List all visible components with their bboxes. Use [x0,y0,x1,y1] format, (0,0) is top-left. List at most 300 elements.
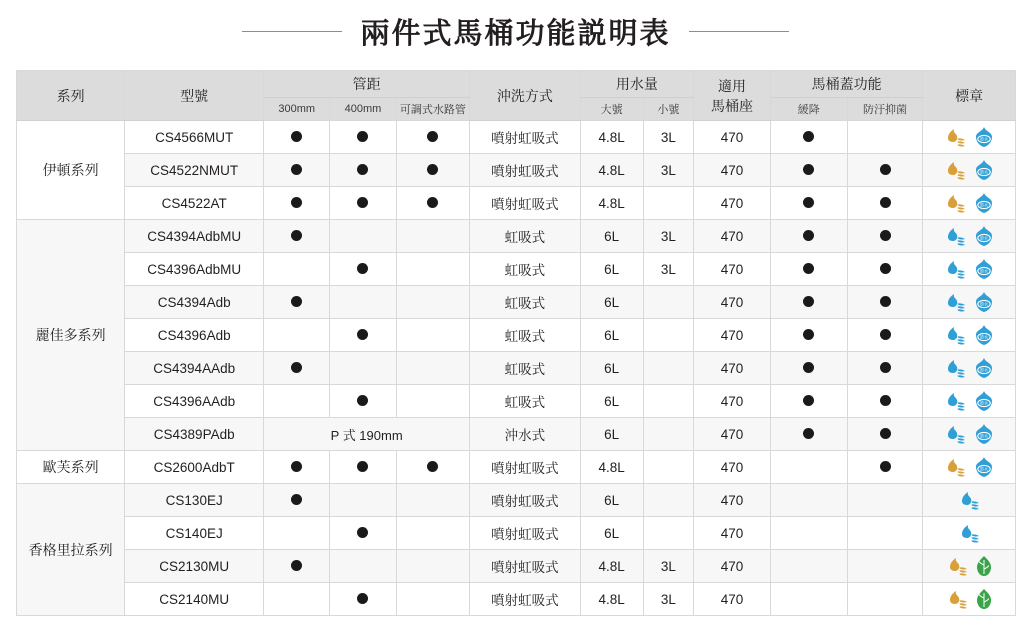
marks-cell [923,583,1016,616]
pipe-300-cell [264,451,330,484]
svg-text:節水: 節水 [979,334,988,340]
header-flush-type: 沖洗方式 [470,71,580,121]
table-row [17,220,1016,253]
water-small-cell [643,517,693,550]
series-cell: 香格里拉系列 [17,484,125,616]
water-saving-gold-icon [946,556,968,576]
water-large-cell: 6L [580,385,643,418]
marks-cell [923,385,1016,418]
water-saving-blue-icon [944,391,966,411]
pipe-400-cell [330,517,396,550]
filled-dot-icon [291,296,302,307]
flush-type-cell: 噴射虹吸式 [470,187,580,220]
marks-cell [923,253,1016,286]
table-row [17,352,1016,385]
badge-group [923,154,1015,186]
seat-applicable-cell: 470 [694,550,771,583]
seat-applicable-cell: 470 [694,385,771,418]
header-row-primary [17,71,1016,98]
header-pipe-400: 400mm [330,98,396,121]
filled-dot-icon [291,164,302,175]
water-large-cell: 6L [580,484,643,517]
filled-dot-icon [291,494,302,505]
pipe-400-cell [330,319,396,352]
header-series: 系列 [17,71,125,121]
svg-text:節水: 節水 [979,235,988,241]
water-large-cell: 6L [580,253,643,286]
svg-text:節水: 節水 [979,466,988,472]
green-mark-green-icon [975,588,993,610]
table-row [17,583,1016,616]
pipe-400-cell [330,154,396,187]
seat-applicable-cell: 470 [694,253,771,286]
flush-type-cell: 虹吸式 [470,286,580,319]
table-row [17,154,1016,187]
lid-antibacterial-cell [847,253,923,286]
filled-dot-icon [803,131,814,142]
flush-type-cell: 沖水式 [470,418,580,451]
green-building-blue-icon [973,357,995,379]
water-large-cell: 6L [580,352,643,385]
title-rule-left [242,31,342,32]
pipe-400-cell [330,253,396,286]
water-saving-blue-icon [944,325,966,345]
green-building-blue-icon [973,192,995,214]
seat-applicable-cell: 470 [694,583,771,616]
flush-type-cell: 虹吸式 [470,385,580,418]
lid-antibacterial-cell [847,220,923,253]
header-pipe-distance: 管距 [264,71,470,98]
lid-antibacterial-cell [847,451,923,484]
badge-group [923,319,1015,351]
water-saving-blue-icon [944,226,966,246]
title-rule-right [689,31,789,32]
filled-dot-icon [357,164,368,175]
filled-dot-icon [880,329,891,340]
water-saving-blue-icon [944,424,966,444]
pipe-adjustable-cell [396,385,470,418]
flush-type-cell: 噴射虹吸式 [470,583,580,616]
water-small-cell [643,385,693,418]
green-building-blue-icon [973,390,995,412]
lid-soft-close-cell [770,154,847,187]
water-large-cell: 4.8L [580,121,643,154]
table-row [17,385,1016,418]
table-row [17,550,1016,583]
water-large-cell: 4.8L [580,583,643,616]
filled-dot-icon [880,461,891,472]
pipe-400-cell [330,451,396,484]
badge-group [923,484,1015,516]
page-title: 兩件式馬桶功能説明表 [360,15,671,50]
green-building-blue-icon [973,291,995,313]
flush-type-cell: 噴射虹吸式 [470,121,580,154]
table-row [17,187,1016,220]
model-cell: CS4394AdbMU [125,220,264,253]
marks-cell [923,550,1016,583]
filled-dot-icon [291,230,302,241]
lid-soft-close-cell [770,484,847,517]
header-lid-soft-close: 緩降 [770,98,847,121]
model-cell: CS2600AdbT [125,451,264,484]
pipe-300-cell [264,154,330,187]
water-saving-blue-icon [944,259,966,279]
green-building-blue-icon [973,159,995,181]
header-seat-line2: 馬桶座 [711,97,754,114]
green-mark-green-icon [975,555,993,577]
water-large-cell: 6L [580,220,643,253]
pipe-adjustable-cell [396,319,470,352]
header-lid-function: 馬桶蓋功能 [770,71,922,98]
filled-dot-icon [803,362,814,373]
pipe-adjustable-cell [396,121,470,154]
flush-type-cell: 噴射虹吸式 [470,517,580,550]
marks-cell [923,418,1016,451]
pipe-adjustable-cell [396,253,470,286]
filled-dot-icon [880,362,891,373]
badge-group [923,385,1015,417]
filled-dot-icon [427,131,438,142]
svg-text:節水: 節水 [979,169,988,175]
lid-soft-close-cell [770,451,847,484]
flush-type-cell: 噴射虹吸式 [470,484,580,517]
water-large-cell: 4.8L [580,154,643,187]
flush-type-cell: 虹吸式 [470,220,580,253]
model-cell: CS4389PAdb [125,418,264,451]
table-row [17,484,1016,517]
water-large-cell: 6L [580,517,643,550]
water-large-cell: 4.8L [580,187,643,220]
header-lid-antibacterial: 防汙抑菌 [847,98,923,121]
filled-dot-icon [880,428,891,439]
filled-dot-icon [803,230,814,241]
flush-type-cell: 虹吸式 [470,253,580,286]
lid-antibacterial-cell [847,550,923,583]
water-small-cell [643,451,693,484]
marks-cell [923,352,1016,385]
header-water-small: 小號 [643,98,693,121]
lid-antibacterial-cell [847,319,923,352]
pipe-300-cell [264,319,330,352]
lid-soft-close-cell [770,385,847,418]
badge-group [923,286,1015,318]
pipe-400-cell [330,484,396,517]
pipe-400-cell [330,352,396,385]
pipe-adjustable-cell [396,451,470,484]
lid-antibacterial-cell [847,418,923,451]
filled-dot-icon [291,362,302,373]
svg-text:節水: 節水 [979,202,988,208]
filled-dot-icon [357,395,368,406]
seat-applicable-cell: 470 [694,517,771,550]
lid-antibacterial-cell [847,484,923,517]
series-cell: 伊頓系列 [17,121,125,220]
filled-dot-icon [427,461,438,472]
lid-antibacterial-cell [847,121,923,154]
header-water-volume: 用水量 [580,71,694,98]
filled-dot-icon [803,395,814,406]
table-row [17,121,1016,154]
pipe-300-cell [264,253,330,286]
pipe-adjustable-cell [396,583,470,616]
water-small-cell [643,286,693,319]
pipe-adjustable-cell [396,550,470,583]
pipe-adjustable-cell [396,187,470,220]
water-small-cell [643,418,693,451]
flush-type-cell: 噴射虹吸式 [470,550,580,583]
page-title-block [0,0,1031,62]
svg-text:節水: 節水 [979,301,988,307]
filled-dot-icon [291,131,302,142]
model-cell: CS2140MU [125,583,264,616]
pipe-400-cell [330,220,396,253]
pipe-400-cell [330,550,396,583]
water-small-cell [643,352,693,385]
marks-cell [923,286,1016,319]
lid-soft-close-cell [770,352,847,385]
lid-antibacterial-cell [847,187,923,220]
model-cell: CS4394Adb [125,286,264,319]
water-large-cell: 4.8L [580,550,643,583]
water-small-cell: 3L [643,253,693,286]
svg-text:節水: 節水 [979,433,988,439]
badge-group [923,517,1015,549]
water-small-cell: 3L [643,220,693,253]
pipe-300-cell [264,550,330,583]
water-small-cell: 3L [643,583,693,616]
badge-group [923,187,1015,219]
table-row [17,319,1016,352]
header-seat-line1: 適用 [718,77,747,94]
pipe-adjustable-cell [396,154,470,187]
table-row [17,286,1016,319]
filled-dot-icon [880,296,891,307]
marks-cell [923,517,1016,550]
water-small-cell [643,484,693,517]
header-pipe-300: 300mm [264,98,330,121]
badge-group [923,220,1015,252]
seat-applicable-cell: 470 [694,220,771,253]
pipe-adjustable-cell [396,517,470,550]
flush-type-cell: 虹吸式 [470,319,580,352]
filled-dot-icon [357,263,368,274]
header-pipe-adjustable: 可調式水路管 [396,98,470,121]
water-large-cell: 6L [580,418,643,451]
lid-antibacterial-cell [847,352,923,385]
model-cell: CS4396AdbMU [125,253,264,286]
filled-dot-icon [357,197,368,208]
lid-soft-close-cell [770,319,847,352]
flush-type-cell: 噴射虹吸式 [470,451,580,484]
svg-text:節水: 節水 [979,400,988,406]
water-saving-gold-icon [944,127,966,147]
marks-cell [923,187,1016,220]
model-cell: CS4396Adb [125,319,264,352]
pipe-300-cell [264,121,330,154]
marks-cell [923,319,1016,352]
seat-applicable-cell: 470 [694,286,771,319]
seat-applicable-cell: 470 [694,451,771,484]
seat-applicable-cell: 470 [694,484,771,517]
pipe-300-cell [264,220,330,253]
water-large-cell: 4.8L [580,451,643,484]
water-saving-gold-icon [944,193,966,213]
filled-dot-icon [357,593,368,604]
water-saving-blue-icon [944,358,966,378]
badge-group [923,583,1015,615]
badge-group [923,451,1015,483]
model-cell: CS4396AAdb [125,385,264,418]
lid-soft-close-cell [770,517,847,550]
table-body [17,121,1016,616]
pipe-300-cell [264,286,330,319]
filled-dot-icon [880,164,891,175]
header-marks: 標章 [923,71,1016,121]
pipe-adjustable-cell [396,484,470,517]
badge-group [923,550,1015,582]
badge-group [923,352,1015,384]
filled-dot-icon [291,461,302,472]
filled-dot-icon [427,197,438,208]
lid-soft-close-cell [770,550,847,583]
pipe-300-cell [264,484,330,517]
pipe-adjustable-cell [396,286,470,319]
filled-dot-icon [291,560,302,571]
green-building-blue-icon [973,324,995,346]
lid-soft-close-cell [770,253,847,286]
svg-text:節水: 節水 [979,268,988,274]
model-cell: CS4394AAdb [125,352,264,385]
water-saving-blue-icon [944,292,966,312]
lid-soft-close-cell [770,187,847,220]
svg-text:節水: 節水 [979,367,988,373]
header-model: 型號 [125,71,264,121]
model-cell: CS4522NMUT [125,154,264,187]
marks-cell [923,220,1016,253]
pipe-400-cell [330,385,396,418]
badge-group [923,121,1015,153]
water-small-cell: 3L [643,550,693,583]
lid-antibacterial-cell [847,286,923,319]
badge-group [923,253,1015,285]
seat-applicable-cell: 470 [694,418,771,451]
pipe-distance-text-cell: P 式 190mm [264,418,470,451]
lid-soft-close-cell [770,583,847,616]
lid-antibacterial-cell [847,583,923,616]
lid-soft-close-cell [770,220,847,253]
filled-dot-icon [803,197,814,208]
model-cell: CS4522AT [125,187,264,220]
badge-group [923,418,1015,450]
filled-dot-icon [803,164,814,175]
water-small-cell [643,187,693,220]
flush-type-cell: 噴射虹吸式 [470,154,580,187]
filled-dot-icon [880,395,891,406]
model-cell: CS2130MU [125,550,264,583]
filled-dot-icon [291,197,302,208]
seat-applicable-cell: 470 [694,352,771,385]
lid-antibacterial-cell [847,154,923,187]
filled-dot-icon [803,329,814,340]
filled-dot-icon [880,263,891,274]
pipe-400-cell [330,286,396,319]
table-row [17,517,1016,550]
lid-soft-close-cell [770,286,847,319]
model-cell: CS130EJ [125,484,264,517]
green-building-blue-icon [973,126,995,148]
marks-cell [923,121,1016,154]
green-building-blue-icon [973,456,995,478]
water-small-cell: 3L [643,154,693,187]
water-saving-gold-icon [944,457,966,477]
model-cell: CS4566MUT [125,121,264,154]
filled-dot-icon [357,329,368,340]
table-row [17,451,1016,484]
filled-dot-icon [803,296,814,307]
water-large-cell: 6L [580,319,643,352]
green-building-blue-icon [973,225,995,247]
pipe-400-cell [330,583,396,616]
flush-type-cell: 虹吸式 [470,352,580,385]
svg-text:節水: 節水 [979,136,988,142]
table-header [17,71,1016,121]
filled-dot-icon [880,197,891,208]
green-building-blue-icon [973,423,995,445]
filled-dot-icon [427,164,438,175]
table-row [17,418,1016,451]
filled-dot-icon [803,428,814,439]
lid-soft-close-cell [770,418,847,451]
filled-dot-icon [357,131,368,142]
marks-cell [923,451,1016,484]
water-saving-gold-icon [946,589,968,609]
pipe-300-cell [264,517,330,550]
pipe-400-cell [330,121,396,154]
filled-dot-icon [803,263,814,274]
water-large-cell: 6L [580,286,643,319]
seat-applicable-cell: 470 [694,121,771,154]
pipe-adjustable-cell [396,220,470,253]
spec-table [16,70,1016,616]
header-water-large: 大號 [580,98,643,121]
water-small-cell [643,319,693,352]
pipe-adjustable-cell [396,352,470,385]
green-building-blue-icon [973,258,995,280]
marks-cell [923,154,1016,187]
model-cell: CS140EJ [125,517,264,550]
marks-cell [923,484,1016,517]
pipe-300-cell [264,385,330,418]
water-saving-blue-icon [958,523,980,543]
lid-antibacterial-cell [847,517,923,550]
seat-applicable-cell: 470 [694,154,771,187]
pipe-400-cell [330,187,396,220]
seat-applicable-cell: 470 [694,187,771,220]
series-cell: 麗佳多系列 [17,220,125,451]
filled-dot-icon [357,527,368,538]
seat-applicable-cell: 470 [694,319,771,352]
water-saving-blue-icon [958,490,980,510]
water-small-cell: 3L [643,121,693,154]
series-cell: 歐芙系列 [17,451,125,484]
water-saving-gold-icon [944,160,966,180]
table-row [17,253,1016,286]
filled-dot-icon [880,230,891,241]
pipe-300-cell [264,583,330,616]
filled-dot-icon [357,461,368,472]
lid-antibacterial-cell [847,385,923,418]
header-seat-applicable [694,71,771,121]
